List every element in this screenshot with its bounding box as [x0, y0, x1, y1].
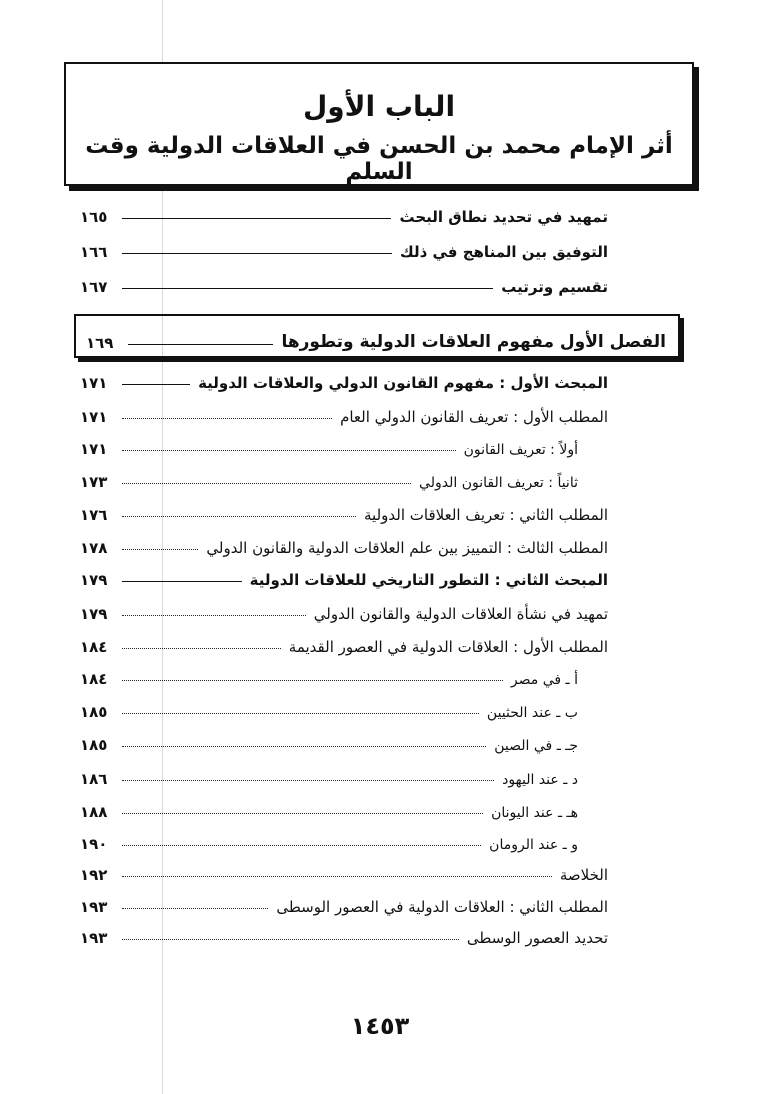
toc-entry	[80, 398, 608, 426]
part-subtitle: أثر الإمام محمد بن الحسن في العلاقات الدولية وقت السلم	[85, 133, 673, 185]
leader-line	[122, 813, 483, 814]
chapter-page: ١٦٩	[86, 334, 114, 352]
toc-entry	[80, 760, 578, 788]
toc-entry-page: ١٩٣	[80, 898, 108, 916]
toc-entry-page: ١٨٤	[80, 670, 108, 688]
toc-entry-title: أولاً : تعريف القانون	[463, 442, 578, 458]
leader-line	[122, 581, 242, 582]
toc-entry-title: المطلب الثالث : التمييز بين علم العلاقات الدولية والقانون الدولي	[206, 539, 608, 557]
toc-entry-title: الخلاصة	[559, 866, 608, 884]
toc-entry	[80, 233, 608, 261]
toc-entry	[80, 793, 578, 821]
toc-entry-page: ١٦٧	[80, 278, 108, 296]
toc-entry	[80, 628, 608, 656]
leader-line	[122, 516, 356, 517]
toc-entry-title: تحديد العصور الوسطى	[466, 929, 608, 947]
toc-entry	[80, 726, 578, 754]
leader-line	[122, 648, 281, 649]
chapter-entry	[86, 324, 666, 352]
toc-entry	[80, 693, 578, 721]
toc-entry-title: التوفيق بين المناهج في ذلك	[399, 243, 608, 261]
leader-line	[122, 253, 392, 254]
toc-entry-page: ١٨٥	[80, 703, 108, 721]
toc-entry-page: ١٧٨	[80, 539, 108, 557]
chapter-box	[74, 314, 680, 358]
toc-entry-page: ١٧٩	[80, 571, 108, 589]
leader-line	[122, 680, 503, 681]
leader-line	[122, 218, 391, 219]
toc-entry	[80, 888, 608, 916]
toc-entry-page: ١٨٨	[80, 803, 108, 821]
toc-entry-page: ١٧٩	[80, 605, 108, 623]
leader-line	[122, 939, 459, 940]
toc-entry-page: ١٧٦	[80, 506, 108, 524]
toc-entry-page: ١٦٥	[80, 208, 108, 226]
leader-line	[122, 288, 493, 289]
toc-entry-title: المبحث الثاني : التطور التاريخي للعلاقات الدولية	[249, 571, 608, 589]
leader-line	[122, 483, 411, 484]
leader-line	[122, 418, 332, 419]
toc-entry-page: ١٧١	[80, 440, 108, 458]
toc-entry	[80, 919, 608, 947]
toc-entry	[80, 198, 608, 226]
toc-entry	[80, 595, 608, 623]
toc-entry-title: المطلب الثاني : العلاقات الدولية في العصور الوسطى	[276, 898, 608, 916]
toc-entry-page: ١٨٤	[80, 638, 108, 656]
toc-entry-title: أ ـ في مصر	[510, 672, 578, 688]
leader-line	[122, 908, 268, 909]
toc-entry-page: ١٩٠	[80, 835, 108, 853]
toc-entry	[80, 825, 578, 853]
leader-line	[122, 450, 456, 451]
toc-entry-title: و ـ عند الرومان	[489, 837, 578, 853]
toc-entry-page: ١٧١	[80, 374, 108, 392]
leader-line	[122, 746, 486, 747]
toc-entry	[80, 529, 608, 557]
toc-entry-title: المبحث الأول : مفهوم القانون الدولي والعلاقات الدولية	[198, 374, 608, 392]
leader-line	[122, 549, 198, 550]
part-title: الباب الأول	[302, 90, 456, 123]
toc-entry-title: هـ ـ عند اليونان	[491, 805, 578, 821]
toc-entry-title: د ـ عند اليهود	[502, 772, 578, 788]
toc-entry	[80, 660, 578, 688]
toc-entry-title: المطلب الأول : تعريف القانون الدولي العام	[340, 408, 608, 426]
toc-entry-title: المطلب الثاني : تعريف العلاقات الدولية	[364, 506, 608, 524]
toc-entry	[80, 561, 608, 589]
leader-line	[122, 615, 306, 616]
toc-entry-page: ١٩٣	[80, 929, 108, 947]
toc-entry	[80, 856, 608, 884]
toc-entry	[80, 463, 578, 491]
toc-entry	[80, 430, 578, 458]
toc-entry	[80, 364, 608, 392]
leader-line	[122, 713, 479, 714]
chapter-title: الفصل الأول مفهوم العلاقات الدولية وتطورها	[281, 332, 666, 352]
toc-entry-page: ١٨٥	[80, 736, 108, 754]
toc-entry-page: ١٧١	[80, 408, 108, 426]
leader-line	[122, 845, 481, 846]
toc-entry-title: المطلب الأول : العلاقات الدولية في العصور القديمة	[288, 638, 608, 656]
toc-entry-title: تقسيم وترتيب	[501, 278, 608, 296]
toc-entry-page: ١٦٦	[80, 243, 108, 261]
toc-entry-title: جـ ـ في الصين	[494, 738, 578, 754]
toc-entry-title: تمهيد في نشأة العلاقات الدولية والقانون الدولي	[313, 605, 608, 623]
toc-entry-page: ١٧٣	[80, 473, 108, 491]
toc-entry-title: ب ـ عند الحثيين	[486, 705, 578, 721]
toc-entry-page: ١٨٦	[80, 770, 108, 788]
page-number: ١٤٥٣	[350, 1012, 410, 1040]
toc-entry	[80, 496, 608, 524]
leader-line	[122, 384, 190, 385]
toc-entry-title: تمهيد في تحديد نطاق البحث	[399, 208, 608, 226]
toc-entry-title: ثانياً : تعريف القانون الدولي	[419, 475, 578, 491]
leader-line	[122, 876, 552, 877]
toc-entry-page: ١٩٢	[80, 866, 108, 884]
leader-line	[122, 780, 494, 781]
toc-entry	[80, 268, 608, 296]
leader-line	[128, 344, 273, 345]
